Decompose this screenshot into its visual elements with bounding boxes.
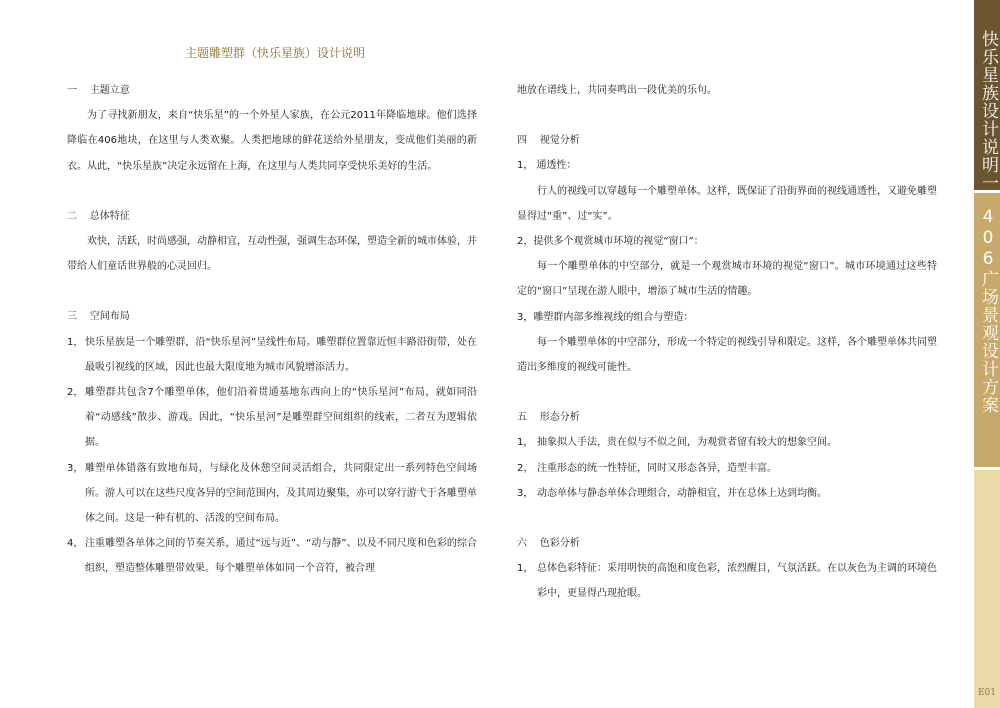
section-heading-4	[517, 128, 937, 153]
list-number: 3，	[517, 487, 534, 499]
section-heading-2	[67, 204, 477, 229]
sub-paragraph: 每一个雕塑单体的中空部分，就是一个观赏城市环境的视觉“窗口”。城市环境通过这些特定的“窗口”呈现在游人眼中，增添了城市生活的情趣。	[517, 261, 937, 298]
list-item	[517, 556, 937, 606]
list-text: 动态单体与静态单体合理组合，动静相宜，并在总体上达到均衡。	[537, 487, 827, 499]
side-tab-strip	[974, 0, 1000, 708]
sub-paragraph: 行人的视线可以穿越每一个雕塑单体。这样，既保证了沿街界面的视线通透性，又避免雕塑显得过“重”、过“实”。	[517, 185, 937, 222]
left-column	[67, 78, 477, 582]
page-title: 主题雕塑群（快乐星族）设计说明	[185, 46, 366, 60]
list-number: 3，	[67, 462, 84, 474]
section-number: 三	[67, 311, 77, 323]
list-number: 1，	[517, 563, 534, 575]
list-number: 1，	[517, 437, 534, 449]
section-number: 六	[517, 538, 527, 550]
section-title: 视觉分析	[539, 135, 580, 147]
section-heading-6	[517, 531, 937, 556]
list-text: 雕塑单体错落有致地布局，与绿化及休憩空间灵活组合，共同限定出一系列特色空间场所。游人可以在这些尺度各异的空间范围内，及其周边聚集，亦可以穿行游弋于各雕塑单体之间。这是一种有机的、活泼的空间布局。	[85, 462, 477, 525]
list-item	[517, 481, 937, 506]
project-tab-label: 406广场景观设计方案	[978, 207, 998, 414]
sub-heading: 1， 通透性：	[517, 160, 577, 172]
list-item	[67, 531, 477, 581]
list-number: 2，	[517, 462, 534, 474]
list-number: 1，	[67, 336, 84, 348]
section-title: 主题立意	[89, 85, 130, 96]
section-title: 总体特征	[89, 210, 130, 222]
list-number: 4，	[67, 538, 84, 550]
list-text: 雕塑群共包含7个雕塑单体，他们沿着贯通基地东西向上的“快乐星河”布局，就如同沿着“动感线”散步、游戏。因此，“快乐星河”是雕塑群空间组织的线索，二者互为逻辑依据。	[85, 387, 477, 449]
chapter-tab-label: 快乐星族设计说明一	[978, 30, 998, 192]
list-number: 2，	[67, 387, 84, 399]
list-item	[517, 430, 937, 455]
section-number: 四	[517, 135, 527, 147]
list-text: 注重雕塑各单体之间的节奏关系，通过“远与近”、“动与静”、以及不同尺度和色彩的综合组织，塑造整体雕塑带效果。每个雕塑单体如同一个音符，被合理	[85, 538, 477, 575]
page-number: E01	[977, 688, 997, 698]
continued-paragraph: 地放在谱线上，共同奏鸣出一段优美的乐句。	[517, 85, 717, 96]
list-text: 总体色彩特征：采用明快的高饱和度色彩，浓烈醒目，气氛活跃。在以灰色为主调的环境色彩中，更显得凸现抢眼。	[537, 563, 937, 600]
list-text: 抽象拟人手法，贵在似与不似之间，为观赏者留有较大的想象空间。	[537, 437, 837, 449]
section-number: 二	[67, 210, 77, 222]
section-title: 色彩分析	[539, 538, 580, 550]
list-item	[67, 330, 477, 380]
section-paragraph: 欢快，活跃，时尚感强，动静相宜，互动性强，强调生态环保，塑造全新的城市体验，并带给人们童话世界般的心灵回归。	[67, 236, 477, 273]
section-number: 一	[67, 85, 77, 96]
section-title: 形态分析	[539, 412, 580, 424]
section-heading-5	[517, 405, 937, 430]
sub-paragraph: 每一个雕塑单体的中空部分，形成一个特定的视线引导和限定。这样，各个雕塑单体共同塑造出多维度的视线可能性。	[517, 336, 937, 374]
sub-heading: 3，雕塑群内部多维视线的组合与塑造：	[517, 311, 694, 323]
list-text: 快乐星族是一个雕塑群，沿“快乐星河”呈线性布局。雕塑群位置靠近恒丰路沿街带，处在最吸引视线的区域，因此也最大限度地为城市风貌增添活力。	[85, 336, 477, 373]
list-item	[517, 456, 937, 481]
section-title: 空间布局	[89, 311, 130, 323]
chapter-tab[interactable]	[974, 0, 1000, 190]
project-tab[interactable]	[974, 193, 1000, 467]
list-item	[67, 456, 477, 532]
list-text: 注重形态的统一性特征，同时又形态各异，造型丰富。	[537, 462, 777, 474]
sub-heading: 2，提供多个观赏城市环境的视觉“窗口”：	[517, 236, 704, 248]
section-number: 五	[517, 412, 527, 424]
right-column	[517, 78, 937, 607]
section-paragraph: 为了寻找新朋友，来自“快乐星”的一个外星人家族，在公元2011年降临地球。他们选择降临在406地块，在这里与人类欢聚。人类把地球的鲜花送给外星朋友，变成他们美丽的新衣。从此，“快乐星族”决定永远留在上海，在这里与人类共同享受快乐美好的生活。	[67, 110, 477, 172]
section-heading-3	[67, 304, 477, 329]
blank-tab	[974, 470, 1000, 708]
section-heading-1	[67, 78, 477, 103]
list-item	[67, 380, 477, 456]
